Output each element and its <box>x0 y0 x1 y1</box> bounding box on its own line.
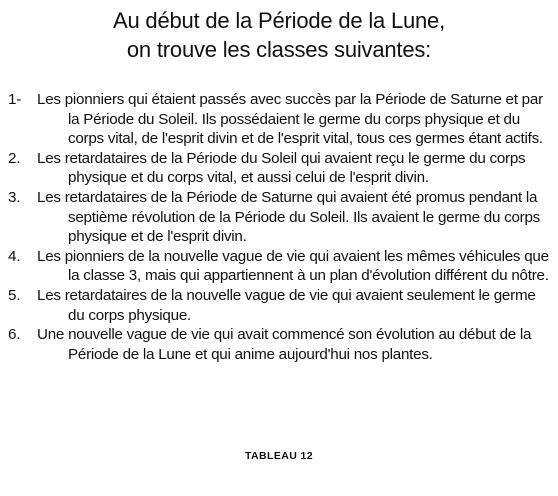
list-item <box>0 90 558 149</box>
list-item-text: Les retardataires de la Période de Saturne qui avaient été promus pendant la septième révolution de la Période du Soleil. Ils avaient le germe du corps physique et de l'esprit divin. <box>37 188 540 246</box>
page-title <box>0 6 558 64</box>
list-item-text: Les retardataires de la Période du Soleil qui avaient reçu le germe du corps physique et du corps vital, et aussi celui de l'esprit divin. <box>37 149 526 187</box>
list-item-text: Une nouvelle vague de vie qui avait commencé son évolution au début de la Période de la Lune et qui anime aujourd'hui nos plantes. <box>37 326 532 363</box>
list-item-number: 4. <box>8 247 21 265</box>
list-item <box>0 286 558 325</box>
title-line-2: on trouve les classes suivantes: <box>126 37 432 62</box>
list-item-text: Les retardataires de la nouvelle vague de vie qui avaient seulement le germe du corps physique. <box>37 286 536 324</box>
list-item <box>0 247 558 286</box>
list-item <box>0 149 558 188</box>
list-item <box>0 325 558 364</box>
class-list <box>0 90 558 364</box>
list-item <box>0 188 558 247</box>
list-item-number: 3. <box>8 188 21 206</box>
table-caption: TABLEAU 12 <box>245 450 313 462</box>
list-item-number: 2. <box>8 149 21 167</box>
list-item-number: 1- <box>8 91 22 108</box>
title-line-1: Au début de la Période de la Lune, <box>112 8 446 33</box>
list-item-text: Les pionniers de la nouvelle vague de vie qui avaient les mêmes véhicules que la classe 3, mais qui appartiennent à un plan d'évolution différent du nôtre. <box>37 247 549 285</box>
list-item-number: 5. <box>8 286 21 304</box>
list-item-text: Les pionniers qui étaient passés avec succès par la Période de Saturne et par la Période du Soleil. Ils possédaient le germe du corps physique et du corps vital, de l'esprit divin et de l'esprit vital, tous ces germes étant actifs. <box>37 91 543 148</box>
list-item-number: 6. <box>8 326 21 344</box>
